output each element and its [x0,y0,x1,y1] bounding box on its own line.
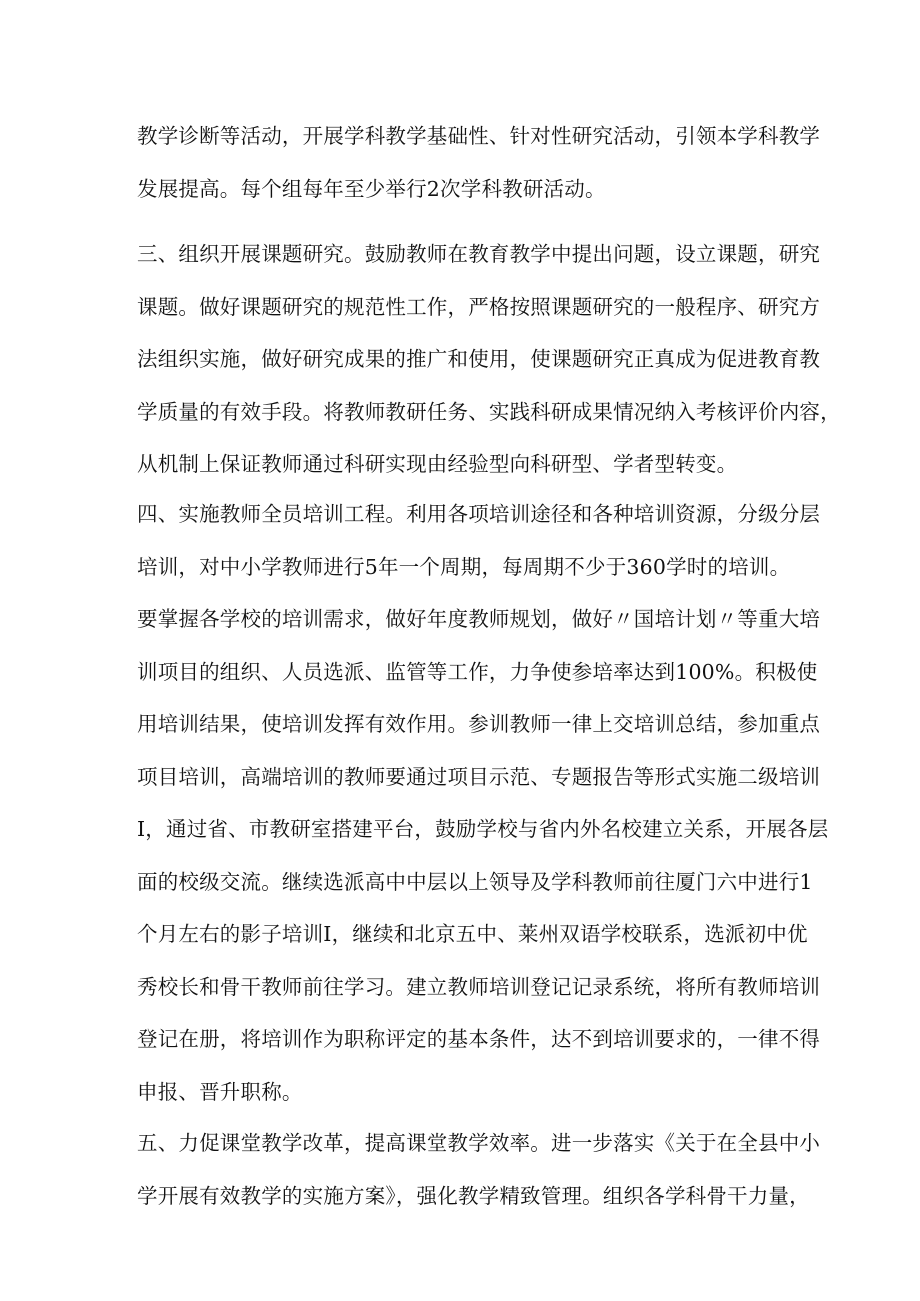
text-line: 五、力促课堂教学改革，提高课堂教学效率。进一步落实《关于在全县中小 [137,1131,821,1155]
text-line: 四、实施教师全员培训工程。利用各项培训途径和各种培训资源，分级分层 [137,502,821,526]
paragraph-section-four-teacher-training [137,488,829,1118]
text-line: 三、组织开展课题研究。鼓励教师在教育教学中提出问题，设立课题，研究 [137,242,821,266]
text-line: 学质量的有效手段。将教师教研任务、实践科研成果情况纳入考核评价内容， [137,399,841,424]
text-line: 用培训结果，使培训发挥有效作用。参训教师一律上交培训总结，参加重点 [137,712,821,736]
text-line: 面的校级交流。继续选派高中中层以上领导及学科教师前往厦门六中进行1 [137,869,813,894]
text-line: 个月左右的影子培训I，继续和北京五中、莱州双语学校联系，选派初中优 [137,922,808,946]
text-line: 申报、晋升职称。 [137,1079,303,1104]
text-line: 教学诊断等活动，开展学科教学基础性、针对性研究活动，引领本学科教学 [137,124,821,148]
text-line: 项目培训，高端培训的教师要通过项目示范、专题报告等形式实施二级培训 [137,764,821,789]
text-line: 秀校长和骨干教师前往学习。建立教师培训登记记录系统，将所有教师培训 [137,974,821,999]
text-line: 从机制上保证教师通过科研实现由经验型向科研型、学者型转变。 [137,452,738,476]
text-line: 发展提高。每个组每年至少举行2次学科教研活动。 [137,176,606,201]
text-line: 训项目的组织、人员选派、监管等工作，力争使参培率达到100%。积极使 [137,659,818,684]
paragraph-section-five-classroom-reform [137,1117,821,1222]
paragraph-section-three-research-projects [137,228,841,491]
text-line: 登记在册，将培训作为职称评定的基本条件，达不到培训要求的，一律不得 [137,1027,821,1051]
text-line: 学开展有效教学的实施方案》，强化教学精致管理。组织各学科骨干力量， [137,1183,810,1208]
text-line: I，通过省、市教研室搭建平台，鼓励学校与省内外名校建立关系，开展各层 [137,817,829,841]
text-line: 要掌握各学校的培训需求，做好年度教师规划，做好〃国培计划〃等重大培 [137,607,821,631]
text-line: 培训，对中小学教师进行5年一个周期，每周期不少于360学时的培训。 [137,554,791,579]
text-line: 法组织实施，做好研究成果的推广和使用，使课题研究正真成为促进教育教 [137,347,821,371]
paragraph-teaching-research-activities [137,110,821,215]
text-line: 课题。做好课题研究的规范性工作，严格按照课题研究的一般程序、研究方 [137,294,821,319]
